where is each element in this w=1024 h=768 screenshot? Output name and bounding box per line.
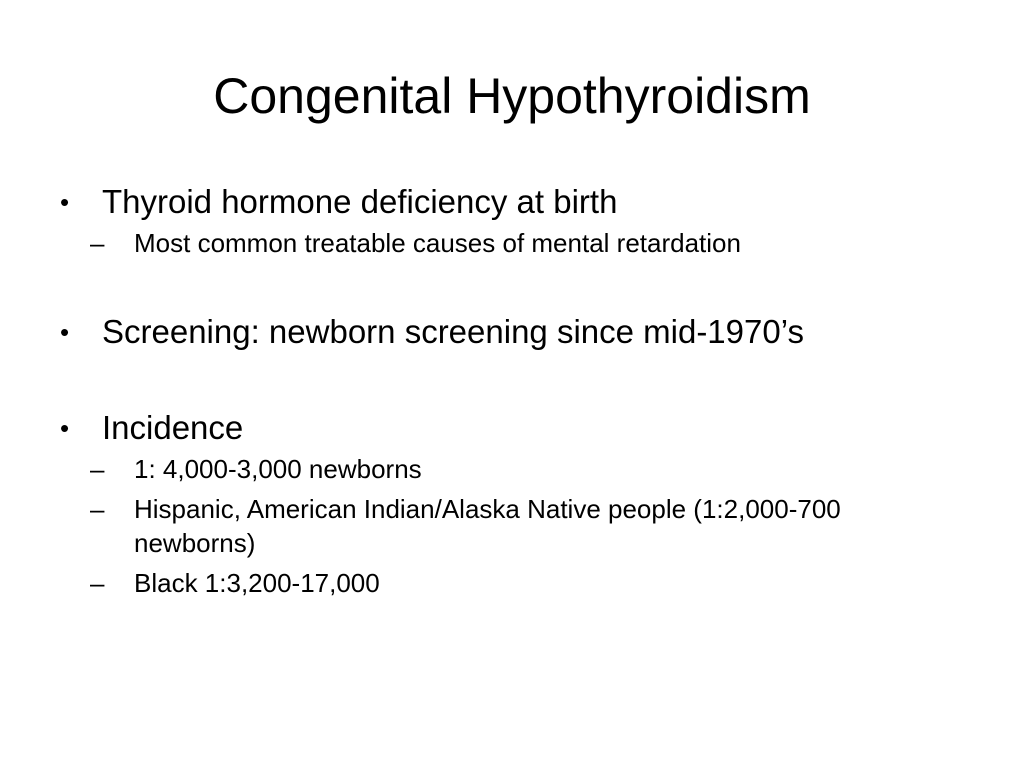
slide-title: Congenital Hypothyroidism <box>213 68 811 124</box>
bullet-text: Thyroid hormone deficiency at birth <box>102 183 618 220</box>
sub-bullet-item <box>90 566 1000 600</box>
bullet-text: Incidence <box>102 409 244 446</box>
sub-bullet-item <box>90 452 1000 486</box>
bullet-dot-icon: • <box>60 317 70 347</box>
sub-bullet-text: Hispanic, American Indian/Alaska Native people (1:2,000-700 newborns) <box>134 494 841 558</box>
sub-bullet-text: Black 1:3,200-17,000 <box>134 568 380 598</box>
sub-bullet-text: Most common treatable causes of mental retardation <box>134 228 741 258</box>
dash-icon: – <box>90 454 105 484</box>
bullet-list <box>60 182 1000 606</box>
dash-icon: – <box>90 494 105 524</box>
bullet-dot-icon: • <box>60 413 70 443</box>
sub-bullet-item <box>90 226 1000 260</box>
sub-bullet-text: 1: 4,000-3,000 newborns <box>134 454 422 484</box>
bullet-text: Screening: newborn screening since mid-1970’s <box>102 313 804 350</box>
sub-bullet-list <box>90 452 1000 600</box>
bullet-dot-icon: • <box>60 187 70 217</box>
sub-bullet-list <box>90 226 1000 260</box>
bullet-item <box>60 312 1000 352</box>
sub-bullet-item <box>90 492 1000 560</box>
dash-icon: – <box>90 228 105 258</box>
bullet-item <box>60 182 1000 260</box>
dash-icon: – <box>90 568 105 598</box>
bullet-item <box>60 408 1000 600</box>
